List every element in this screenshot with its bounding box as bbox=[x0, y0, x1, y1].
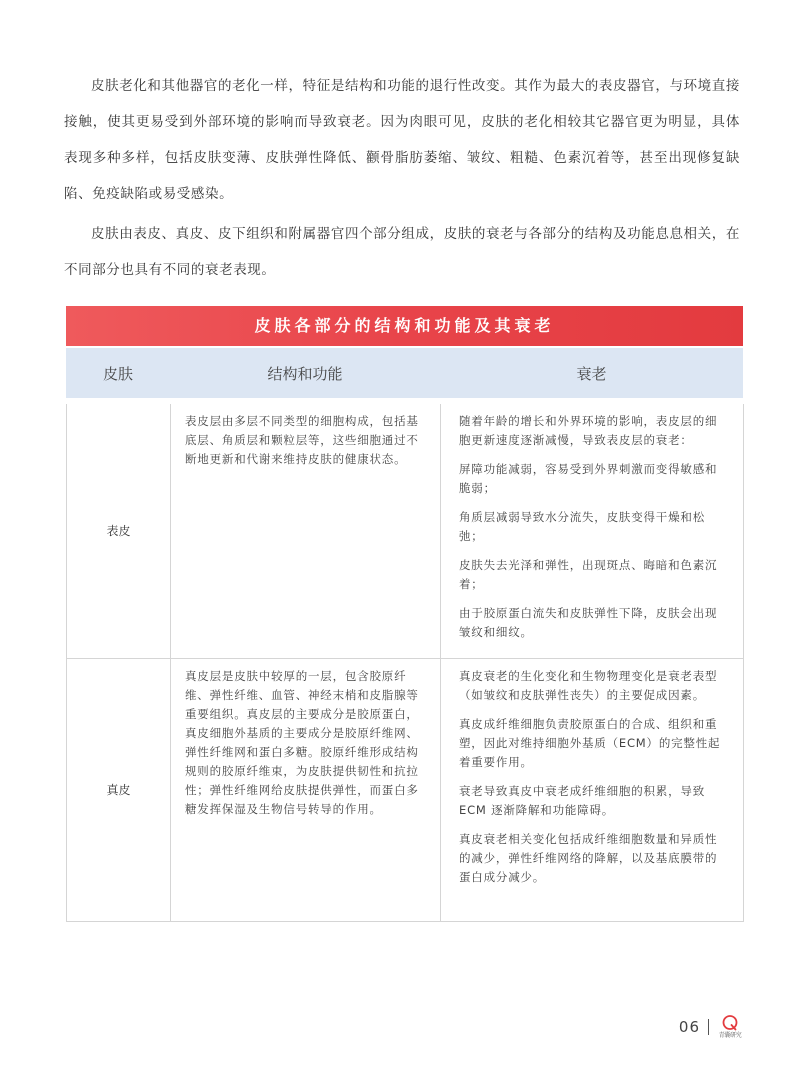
epidermis-aging-5: 由于胶原蛋白流失和皮肤弹性下降，皮肤会出现皱纹和细纹。 bbox=[459, 606, 718, 639]
dermis-aging-1: 真皮衰老的生化变化和生物物理变化是衰老表型（如皱纹和皮肤弹性丧失）的主要促成因素。 bbox=[459, 669, 718, 702]
header-aging: 衰老 bbox=[576, 364, 607, 383]
table-title: 皮肤各部分的结构和功能及其衰老 bbox=[66, 306, 743, 346]
intro-paragraph-1: 皮肤老化和其他器官的老化一样，特征是结构和功能的退行性改变。其作为最大的表皮器官，与环境直接接触，使其更易受到外部环境的影响而导致衰老。因为肉眼可见，皮肤的老化相较其它器官更为明显，具体表现多种多样，包括皮肤变薄、皮肤弹性降低、颧骨脂肪萎缩、皱纹、粗糙、色素沉着等，甚至出现修复缺陷、免疫缺陷或易受感染。 bbox=[64, 78, 740, 202]
table-header bbox=[66, 348, 743, 398]
epidermis-aging-4: 皮肤失去光泽和弹性，出现斑点、晦暗和色素沉着； bbox=[459, 558, 718, 591]
intro-paragraph-2: 皮肤由表皮、真皮、皮下组织和附属器官四个部分组成，皮肤的衰老与各部分的结构及功能息息相关，在不同部分也具有不同的衰老表现。 bbox=[64, 226, 740, 278]
q-circle-logo-icon bbox=[721, 1014, 739, 1032]
dermis-aging-2: 真皮成纤维细胞负责胶原蛋白的合成、组织和重塑，因此对维持细胞外基质（ECM）的完整性起着重要作用。 bbox=[459, 717, 721, 769]
page-footer bbox=[679, 1014, 743, 1039]
intro-text bbox=[64, 68, 740, 292]
table-row bbox=[67, 659, 744, 922]
epidermis-aging-3: 角质层减弱导致水分流失，皮肤变得干燥和松弛； bbox=[459, 510, 705, 543]
page-number: 06 bbox=[678, 1017, 700, 1036]
header-skin: 皮肤 bbox=[102, 364, 133, 383]
dermis-aging-3: 衰老导致真皮中衰老成纤维细胞的积累，导致 ECM 逐渐降解和功能障碍。 bbox=[459, 784, 705, 817]
logo-text: 青囊研究 bbox=[718, 1032, 742, 1039]
skin-structure-table bbox=[66, 306, 743, 922]
row-name-dermis: 真皮 bbox=[67, 659, 171, 922]
epidermis-structure: 表皮层由多层不同类型的细胞构成，包括基底层、角质层和颗粒层等，这些细胞通过不断地更新和代谢来维持皮肤的健康状态。 bbox=[185, 414, 419, 466]
row-name-epidermis: 表皮 bbox=[67, 404, 171, 659]
brand-logo bbox=[717, 1014, 743, 1039]
header-structure: 结构和功能 bbox=[267, 364, 343, 383]
epidermis-aging-2: 屏障功能减弱，容易受到外界刺激而变得敏感和脆弱； bbox=[459, 462, 718, 495]
dermis-aging-4: 真皮衰老相关变化包括成纤维细胞数量和异质性的减少，弹性纤维网络的降解，以及基底膜带的蛋白成分减少。 bbox=[459, 832, 718, 884]
table-body bbox=[66, 404, 744, 922]
dermis-structure: 真皮层是皮肤中较厚的一层，包含胶原纤维、弹性纤维、血管、神经末梢和皮脂腺等重要组织。真皮层的主要成分是胶原蛋白，真皮细胞外基质的主要成分是胶原纤维网、弹性纤维网和蛋白多糖。胶原纤维形成结构规则的胶原纤维束，为皮肤提供韧性和抗拉性；弹性纤维网给皮肤提供弹性，而蛋白多糖发挥保湿及生物信号转导的作用。 bbox=[185, 669, 419, 816]
epidermis-aging-1: 随着年龄的增长和外界环境的影响，表皮层的细胞更新速度逐渐减慢，导致表皮层的衰老： bbox=[459, 414, 718, 447]
table-row bbox=[67, 404, 744, 659]
footer-divider bbox=[708, 1019, 709, 1035]
